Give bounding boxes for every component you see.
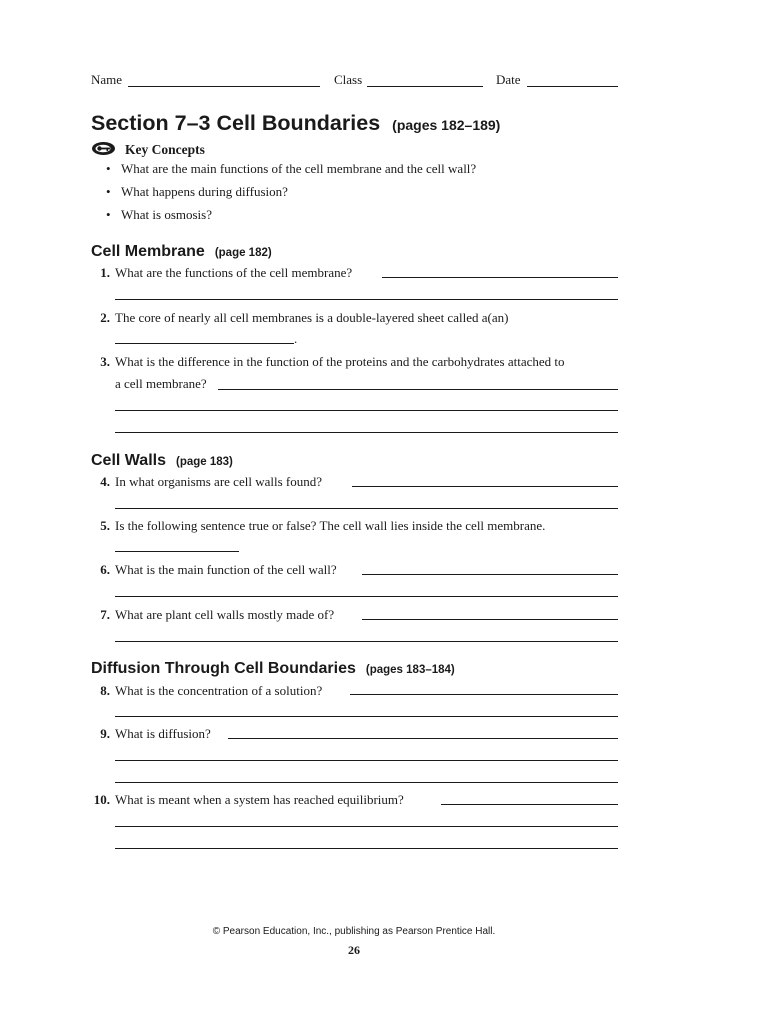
answer-line[interactable] xyxy=(115,508,618,509)
section-heading-cell-membrane: Cell Membrane (page 182) xyxy=(91,243,272,260)
section-heading-cell-walls: Cell Walls (page 183) xyxy=(91,452,233,469)
answer-line[interactable] xyxy=(115,596,618,597)
page-title xyxy=(91,111,500,136)
key-concepts-icon xyxy=(91,141,116,156)
answer-line[interactable] xyxy=(115,343,294,344)
answer-line[interactable] xyxy=(228,738,618,739)
answer-line[interactable] xyxy=(115,299,618,300)
worksheet-page: Name Class Date Section 7–3 Cell Boundaries (pages 182–189) Key Concepts • What are the main functions of the cell membrane and the cell wall? • What happens during diffusion? • What is osmosis? Cell Membrane (page 182) 1. What are the functions of the cell membrane? 2. The core of nearly all cell membranes is a double-layered sheet called a(an) . 3. What is the difference in the function of the proteins and the carbohydrates attached to a cell membrane? Cell Walls (page 183) 4. In what organisms are cell walls found? 5. Is the following sentence true or false? The cell wall lies inside the cell membrane. 6. What is the main function of the cell wall? 7. What are plant cell walls mostly made of? Diffusion Through Cell Boundaries (pages 183–184) 8. What is the concentration of a solution? 9. What is diffusion? 10. What is meant when a system has reached equilibrium? © Pearson Education, Inc., publishing as Pearson Prentice Hall. 26 xyxy=(0,0,770,1024)
answer-line[interactable] xyxy=(115,641,618,642)
list-item: • What is osmosis? xyxy=(106,207,212,222)
page-number: 26 xyxy=(348,943,360,957)
class-label: Class xyxy=(334,72,363,87)
answer-line[interactable] xyxy=(115,716,618,717)
key-concepts-label: Key Concepts xyxy=(125,142,205,157)
answer-line[interactable] xyxy=(115,848,618,849)
date-field[interactable] xyxy=(527,86,618,87)
list-item: • What are the main functions of the cell membrane and the cell wall? xyxy=(106,161,477,176)
copyright-notice: © Pearson Education, Inc., publishing as Pearson Prentice Hall. xyxy=(212,926,496,937)
answer-line[interactable] xyxy=(362,619,618,620)
key-concepts-list xyxy=(106,160,476,229)
name-field[interactable] xyxy=(128,86,320,87)
answer-line[interactable] xyxy=(115,826,618,827)
answer-line[interactable] xyxy=(352,486,618,487)
section-title: Section 7–3 Cell Boundaries xyxy=(91,111,381,135)
answer-line[interactable] xyxy=(382,277,618,278)
class-field[interactable] xyxy=(367,86,483,87)
answer-line[interactable] xyxy=(115,410,618,411)
student-info-header xyxy=(91,72,618,90)
answer-line[interactable] xyxy=(441,804,618,805)
name-label: Name xyxy=(91,72,123,87)
list-item: • What happens during diffusion? xyxy=(106,184,288,199)
answer-line[interactable] xyxy=(218,389,618,390)
answer-line[interactable] xyxy=(115,432,618,433)
answer-line[interactable] xyxy=(115,551,239,552)
answer-line[interactable] xyxy=(115,760,618,761)
answer-line[interactable] xyxy=(350,694,618,695)
section-heading-diffusion: Diffusion Through Cell Boundaries (pages 183–184) xyxy=(91,660,455,677)
answer-line[interactable] xyxy=(362,574,618,575)
date-label: Date xyxy=(496,72,521,87)
answer-line[interactable] xyxy=(115,782,618,783)
section-pages: (pages 182–189) xyxy=(392,117,501,133)
